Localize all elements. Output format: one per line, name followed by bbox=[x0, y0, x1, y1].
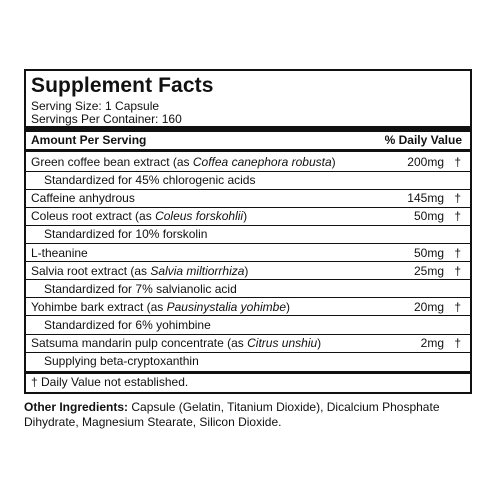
ingredient-name-text: Coleus root extract (as bbox=[31, 209, 156, 224]
ingredient-name-text: Supplying beta-cryptoxanthin bbox=[44, 354, 199, 369]
ingredient-latin-name: Pausinystalia yohimbe bbox=[166, 299, 287, 314]
ingredient-amount: 50mg bbox=[413, 209, 444, 224]
table-header bbox=[31, 133, 465, 147]
ingredient-amount: 20mg bbox=[413, 299, 444, 314]
ingredient-latin-name: Citrus unshiu bbox=[247, 336, 318, 350]
ingredient-sub-row bbox=[26, 280, 470, 298]
ingredient-name-suffix: ) bbox=[331, 155, 336, 169]
footnote: † Daily Value not established. bbox=[31, 375, 189, 389]
other-ingredients-label: Other Ingredients: bbox=[24, 400, 129, 414]
ingredient-amount: 145mg bbox=[407, 191, 444, 206]
ingredient-name-text: Satsuma mandarin pulp concentrate (as bbox=[31, 336, 248, 350]
ingredient-name bbox=[31, 300, 290, 314]
dagger-symbol: † bbox=[454, 245, 461, 260]
header-divider bbox=[26, 149, 470, 152]
ingredient-row bbox=[26, 153, 470, 171]
dagger-symbol: † bbox=[454, 263, 461, 278]
ingredient-name-suffix: ) bbox=[286, 299, 291, 314]
ingredient-name-text: Green coffee bean extract (as bbox=[31, 155, 193, 169]
ingredient-row bbox=[26, 207, 470, 225]
ingredient-row bbox=[26, 189, 470, 207]
dagger-symbol: † bbox=[454, 155, 461, 169]
ingredient-name bbox=[31, 209, 247, 223]
ingredient-amount: 50mg bbox=[413, 245, 444, 260]
ingredient-name-text: Standardized for 45% chlorogenic acids bbox=[44, 173, 256, 188]
ingredient-name bbox=[44, 282, 237, 296]
ingredient-name bbox=[31, 191, 135, 205]
ingredient-row bbox=[26, 262, 470, 280]
ingredient-name-suffix: ) bbox=[244, 263, 249, 278]
dagger-symbol: † bbox=[454, 336, 461, 350]
ingredient-name-text: Yohimbe bark extract (as bbox=[31, 299, 167, 314]
other-ingredients-text: Capsule (Gelatin, Titanium Dioxide), Dicalcium Phosphate Dihydrate, Magnesium Stearate, Silicon Dioxide. bbox=[24, 400, 440, 429]
ingredient-name bbox=[44, 227, 207, 241]
ingredient-row bbox=[26, 334, 470, 352]
ingredient-name bbox=[31, 336, 321, 350]
ingredient-name-text: Caffeine anhydrous bbox=[31, 191, 135, 206]
ingredient-name-text: Salvia root extract (as bbox=[31, 263, 151, 278]
dagger-symbol: † bbox=[454, 299, 461, 314]
ingredient-latin-name: Coleus forskohlii bbox=[155, 209, 244, 224]
ingredient-name bbox=[44, 354, 199, 368]
panel-title: Supplement Facts bbox=[31, 74, 214, 97]
dagger-symbol: † bbox=[454, 209, 461, 224]
ingredient-name-text: Standardized for 7% salvianolic acid bbox=[44, 281, 237, 296]
amount-per-serving-label: Amount Per Serving bbox=[31, 133, 147, 147]
ingredient-latin-name: Salvia miltiorrhiza bbox=[150, 263, 245, 278]
ingredient-row bbox=[26, 298, 470, 316]
thick-divider bbox=[26, 126, 470, 132]
serving-size: Serving Size: 1 Capsule bbox=[31, 99, 160, 113]
ingredient-sub-row bbox=[26, 316, 470, 334]
ingredient-amount: 200mg bbox=[407, 155, 444, 169]
ingredient-latin-name: Coffea canephora robusta bbox=[192, 155, 332, 169]
ingredient-name bbox=[44, 173, 255, 187]
ingredient-name-suffix: ) bbox=[243, 209, 248, 224]
ingredient-name bbox=[31, 264, 248, 278]
ingredient-name-text: Standardized for 10% forskolin bbox=[44, 227, 208, 242]
ingredient-name-text: Standardized for 6% yohimbine bbox=[44, 317, 211, 332]
ingredient-name bbox=[44, 318, 211, 332]
ingredient-name bbox=[31, 155, 336, 169]
ingredient-sub-row bbox=[26, 225, 470, 243]
dagger-symbol: † bbox=[454, 191, 461, 206]
supplement-facts-panel bbox=[24, 69, 472, 394]
bottom-divider bbox=[26, 371, 470, 374]
ingredient-name-suffix: ) bbox=[317, 336, 322, 350]
servings-per-container: Servings Per Container: 160 bbox=[31, 112, 182, 126]
ingredient-row bbox=[26, 244, 470, 262]
ingredient-sub-row bbox=[26, 171, 470, 189]
ingredient-sub-row bbox=[26, 352, 470, 370]
other-ingredients bbox=[24, 400, 474, 430]
ingredient-amount: 25mg bbox=[413, 263, 444, 278]
ingredient-name-text: L-theanine bbox=[31, 245, 88, 260]
daily-value-label: % Daily Value bbox=[384, 133, 462, 147]
ingredient-amount: 2mg bbox=[420, 336, 444, 350]
ingredient-name bbox=[31, 246, 88, 260]
